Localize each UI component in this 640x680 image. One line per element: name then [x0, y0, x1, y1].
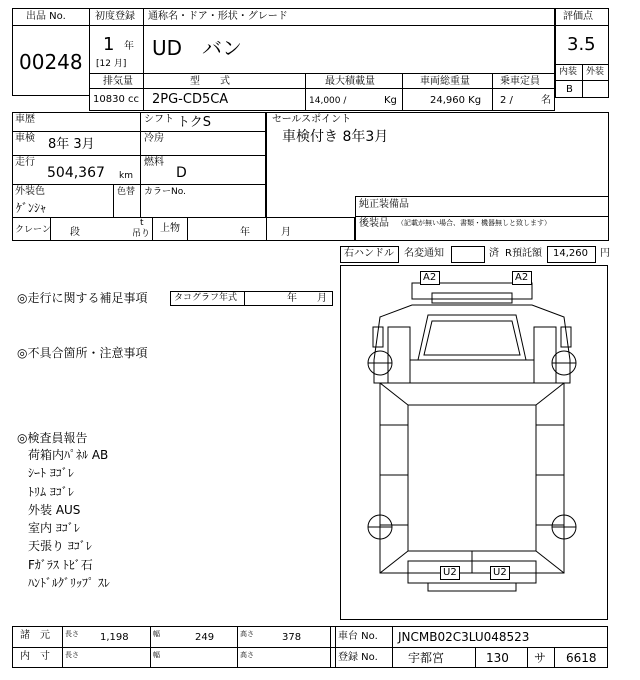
- reg-kana: サ: [534, 651, 547, 665]
- mark-a2-left-text: A2: [423, 272, 437, 283]
- shift-label: シフト: [144, 114, 174, 125]
- inspector-line: 外装 AUS: [28, 503, 81, 517]
- name-change-box: [451, 246, 485, 263]
- equipment-label: 純正装備品: [359, 199, 409, 210]
- lot-no-label: 出品 No.: [26, 11, 66, 22]
- sales-point: 車検付き 8年3月: [282, 129, 389, 145]
- first-reg-label: 初度登録: [95, 11, 135, 22]
- inspector-line: 荷箱内ﾊﾟﾈﾙ AB: [28, 448, 109, 462]
- defects-label: ◎不具合箇所・注意事項: [17, 346, 148, 360]
- truck-diagram: [340, 265, 608, 620]
- inspection-label: 車検: [15, 133, 35, 144]
- interior-length-label: 長さ: [65, 651, 79, 659]
- crane-hang: 吊り: [132, 229, 151, 239]
- recycle-label: 済: [489, 248, 499, 259]
- color-code-label: 色替: [117, 187, 136, 197]
- width-label: 幅: [153, 630, 160, 638]
- gross-weight: 24,960 Kg: [430, 95, 482, 106]
- first-reg-year-unit: 年: [124, 41, 134, 52]
- body-label: 上物: [160, 223, 180, 234]
- recycle-fee-label: R預託額: [505, 248, 542, 259]
- aftermarket-label: 後装品: [359, 218, 389, 229]
- recycle-fee: 14,260: [553, 248, 588, 259]
- reg-number: 6618: [566, 651, 597, 665]
- max-load-unit: Kg: [384, 95, 397, 106]
- tacho-year: 年: [287, 293, 297, 304]
- mark-u2-right-text: U2: [493, 567, 507, 578]
- crane-t: t: [140, 218, 144, 228]
- history-label: 車歴: [15, 114, 35, 125]
- model: 2PG-CD5CA: [152, 92, 229, 107]
- reg-class: 130: [486, 651, 509, 665]
- crane-stage: 段: [70, 227, 80, 238]
- inspection: 8年 3月: [48, 137, 95, 152]
- name-label: 通称名・ドア・形状・グレード: [148, 11, 288, 22]
- name-change-label: 名変通知: [404, 248, 444, 259]
- crane-row: [12, 217, 355, 241]
- color: ｹﾞﾝｼｬ: [16, 201, 47, 215]
- interior-dims-label: 内 寸: [20, 651, 50, 662]
- inspector-line: ﾊﾝﾄﾞﾙｸﾞﾘｯﾌﾟ ｽﾚ: [28, 576, 110, 590]
- displacement: 10830 cc: [93, 94, 139, 105]
- fuel-label: 燃料: [144, 157, 164, 168]
- sales-point-label: セールスポイント: [272, 114, 352, 125]
- mark-u2-left-text: U2: [443, 567, 457, 578]
- width: 249: [195, 632, 215, 643]
- interior-height-label: 高さ: [240, 651, 254, 659]
- driving-notes-label: ◎走行に関する補足事項: [17, 291, 148, 305]
- max-load: 14,000 /: [309, 96, 347, 106]
- car-name: UD バン: [152, 36, 243, 60]
- mileage: 504,367: [47, 165, 105, 181]
- inspector-line: 天張り ﾖｺﾞﾚ: [28, 539, 92, 553]
- steering: 右ハンドル: [344, 248, 394, 259]
- tacho-label: タコグラフ年式: [174, 293, 238, 303]
- mileage-unit: km: [119, 171, 133, 181]
- tacho-month: 月: [317, 293, 327, 304]
- aftermarket-note: （記載が無い場合、書類・機器無しと致します）: [397, 219, 551, 227]
- model-label: 型 式: [190, 76, 230, 87]
- exterior-label: 外装: [586, 67, 605, 77]
- length-label: 長さ: [65, 630, 79, 638]
- shift: トクS: [177, 115, 211, 130]
- mark-a2-right-text: A2: [515, 272, 529, 283]
- color-no-label: カラーNo.: [144, 187, 186, 197]
- grade-value: 3.5: [567, 34, 596, 55]
- capacity: 2 /: [500, 95, 513, 106]
- inspector-label: ◎検査員報告: [17, 431, 88, 445]
- reg-label: 登録 No.: [338, 652, 378, 663]
- recycle-unit: 円: [600, 248, 610, 259]
- inspector-line: ﾄﾘﾑ ﾖｺﾞﾚ: [28, 485, 74, 499]
- displacement-label: 排気量: [103, 76, 133, 87]
- crane-label: クレーン: [15, 225, 51, 235]
- first-reg-month: [12 月]: [96, 59, 127, 69]
- fuel: D: [176, 165, 187, 181]
- grade-label: 評価点: [563, 11, 593, 22]
- capacity-label: 乗車定員: [500, 76, 540, 87]
- height-label: 高さ: [240, 630, 254, 638]
- color-label: 外装色: [15, 186, 45, 197]
- capacity-unit: 名: [541, 95, 551, 106]
- inspector-line: ｼｰﾄ ﾖｺﾞﾚ: [28, 466, 74, 480]
- mileage-label: 走行: [15, 157, 35, 168]
- interior-label: 内装: [559, 67, 578, 77]
- length: 1,198: [100, 632, 129, 643]
- lot-no: 00248: [19, 50, 83, 74]
- max-load-label: 最大積載量: [325, 76, 375, 87]
- body-month: 月: [281, 227, 291, 238]
- height: 378: [282, 632, 302, 643]
- interior-grade: B: [566, 84, 573, 95]
- inspector-line: Fｶﾞﾗｽ ﾄﾋﾞ石: [28, 558, 93, 572]
- body-year: 年: [240, 227, 250, 238]
- interior-width-label: 幅: [153, 651, 160, 659]
- reg-area: 宇都宮: [408, 651, 445, 665]
- inspector-line: 室内 ﾖｺﾞﾚ: [28, 521, 80, 535]
- first-reg-year: 1: [103, 34, 115, 55]
- chassis: JNCMB02C3LU048523: [398, 630, 530, 644]
- gross-weight-label: 車両総重量: [420, 76, 470, 87]
- dims-label: 諸 元: [20, 630, 50, 641]
- ac-label: 冷房: [144, 133, 164, 144]
- chassis-label: 車台 No.: [338, 631, 378, 642]
